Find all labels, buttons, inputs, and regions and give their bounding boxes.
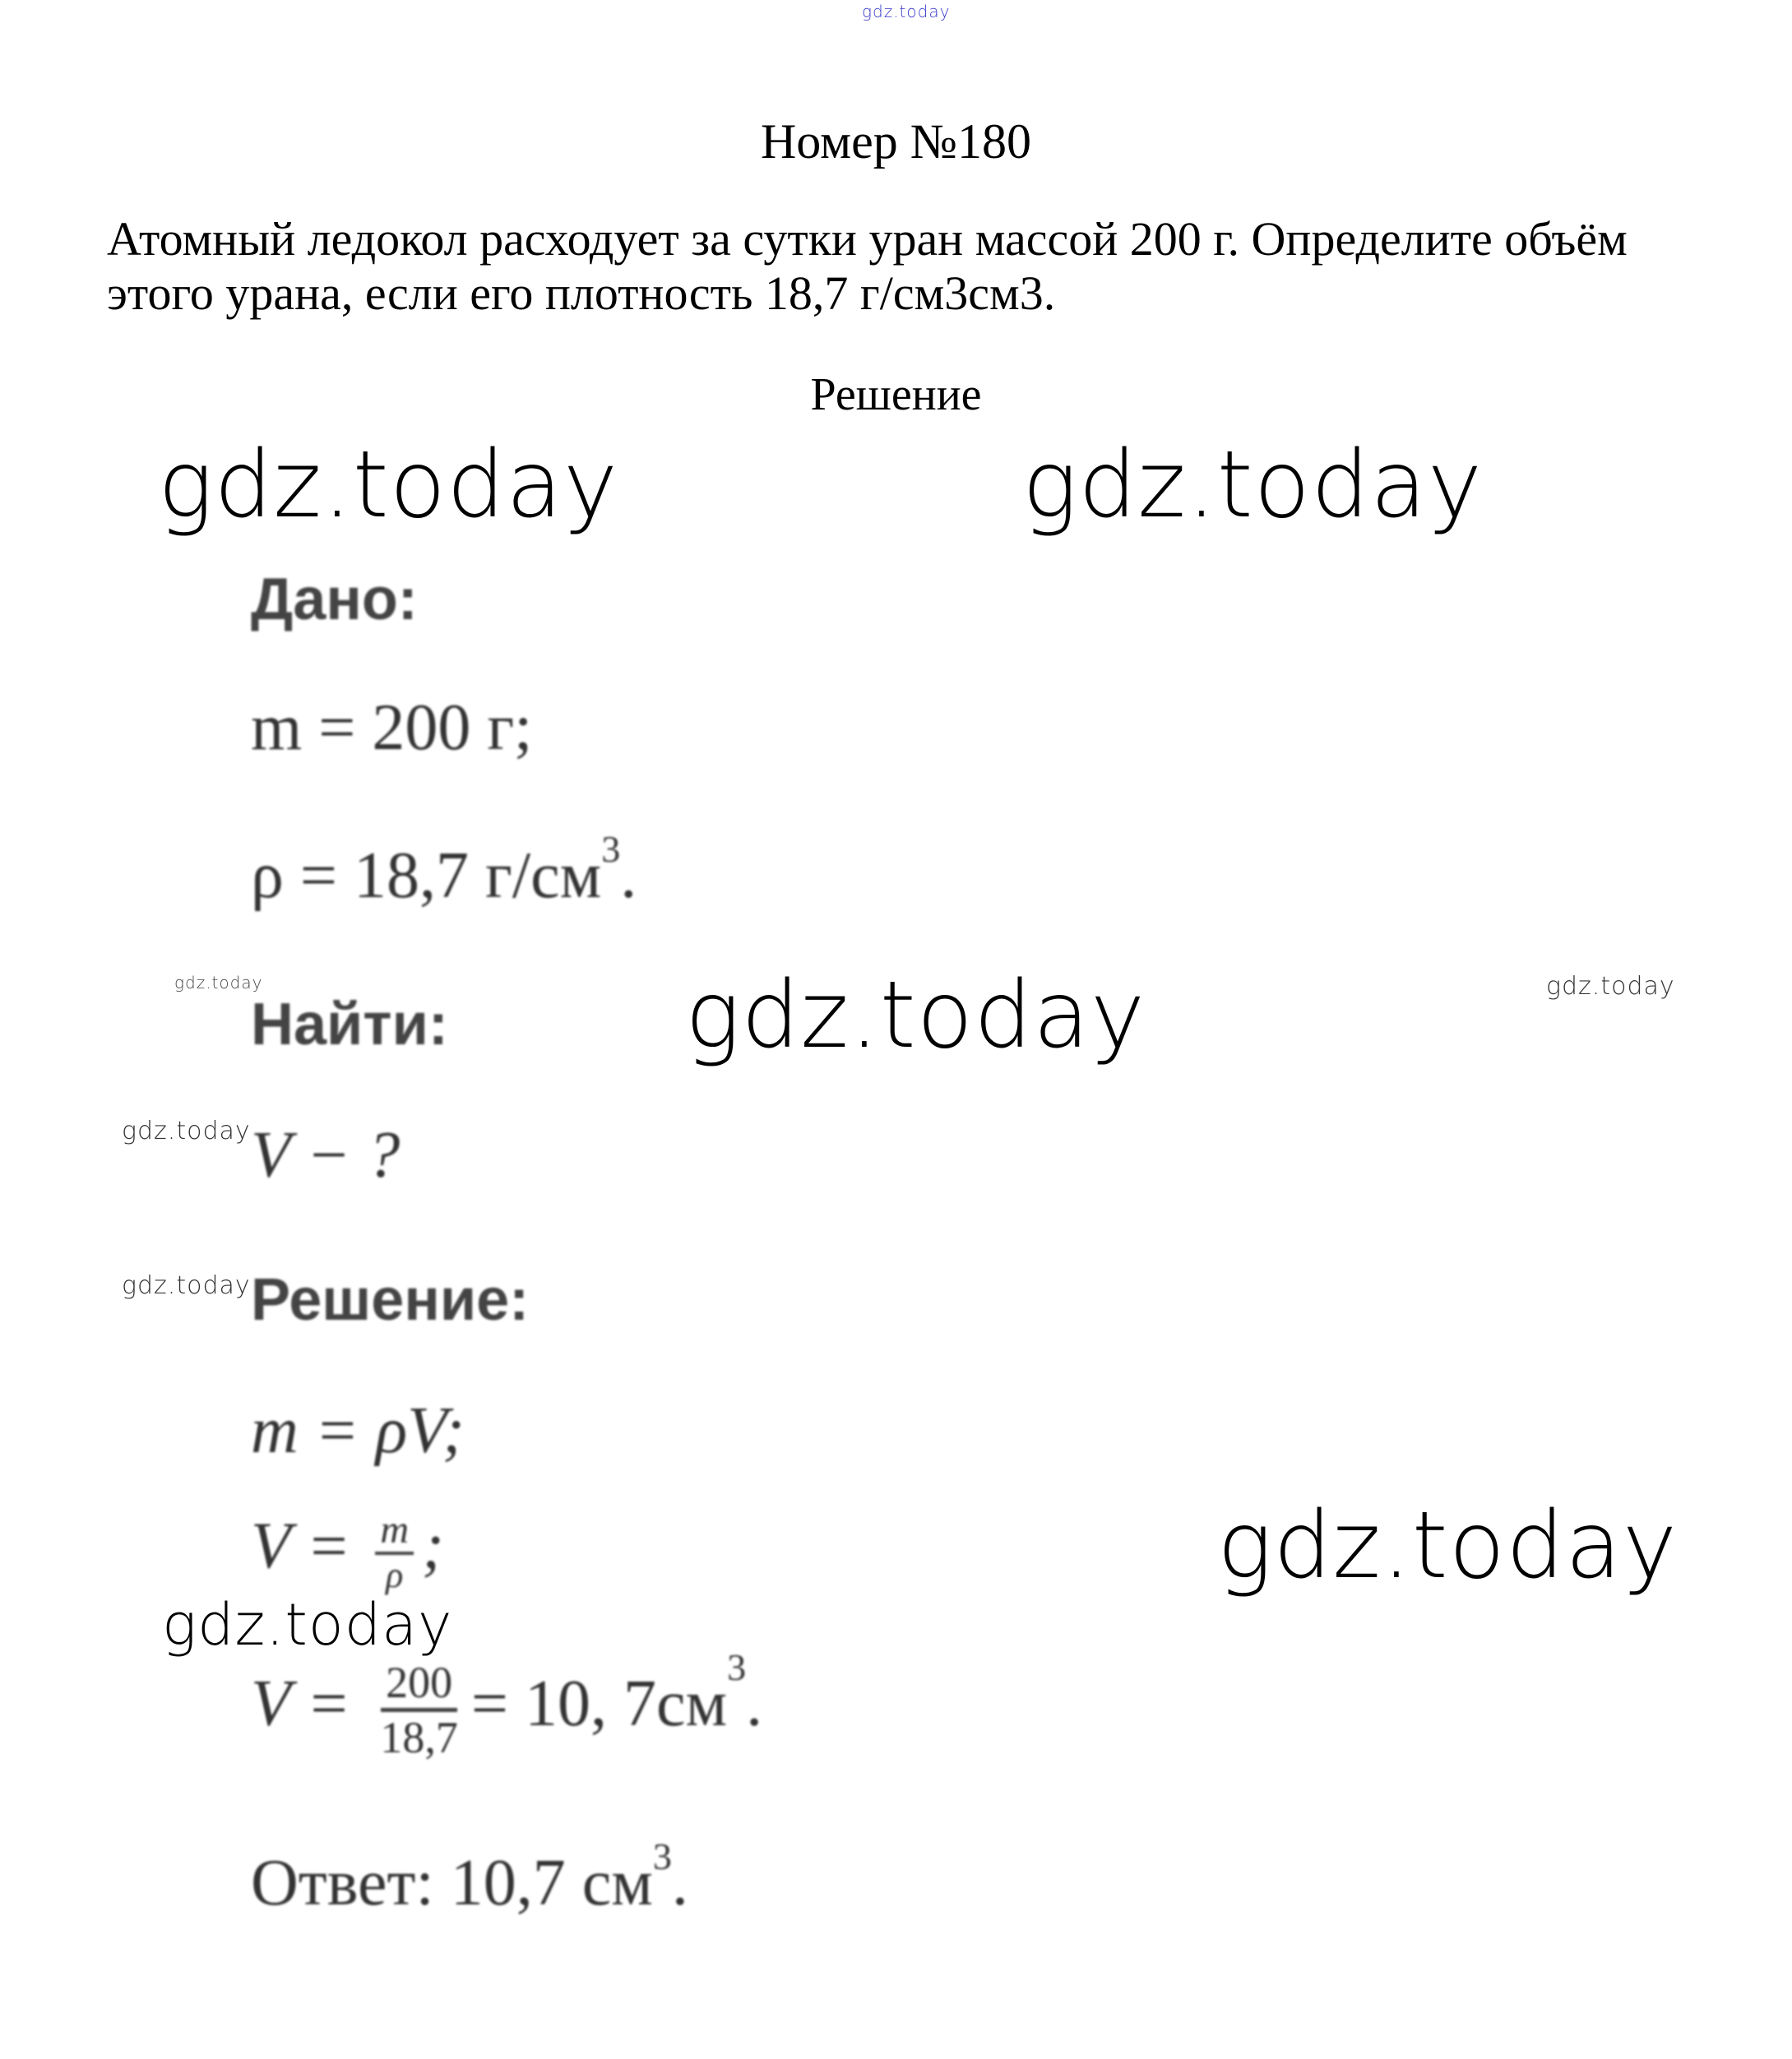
- watermark: gdz.today: [122, 1117, 251, 1145]
- watermark: gdz.today: [1022, 432, 1484, 539]
- solution-heading: Решение: [810, 369, 982, 420]
- watermark: gdz.today: [158, 432, 619, 539]
- given-density-end: .: [620, 840, 637, 912]
- formula-calc: [251, 1646, 763, 1763]
- watermark: gdz.today: [1217, 1492, 1679, 1599]
- watermark: gdz.today: [122, 1271, 251, 1300]
- formula-volume-end: ;: [422, 1510, 444, 1583]
- watermark-top: gdz.today: [862, 2, 951, 21]
- fraction-denominator: 18,7: [380, 1713, 458, 1762]
- formula-volume-fraction: [375, 1509, 414, 1596]
- answer-end: .: [671, 1847, 688, 1919]
- given-density-value: ρ = 18,7 г/см: [251, 840, 602, 912]
- watermark: gdz.today: [685, 962, 1146, 1069]
- given-density-exponent: 3: [601, 828, 621, 870]
- answer: [251, 1835, 688, 1921]
- fraction-numerator: 200: [381, 1657, 457, 1712]
- formula-calc-exponent: 3: [727, 1646, 747, 1688]
- formula-mass: m = ρV;: [251, 1395, 465, 1467]
- fraction-numerator: m: [375, 1509, 414, 1555]
- formula-calc-result: = 10, 7см: [470, 1667, 728, 1740]
- watermark: gdz.today: [174, 973, 263, 992]
- formula-volume: [251, 1509, 444, 1596]
- answer-exponent: 3: [652, 1835, 672, 1877]
- solution-label: Решение:: [251, 1267, 530, 1333]
- formula-calc-end: .: [746, 1667, 763, 1740]
- page-title: Номер №180: [760, 114, 1032, 169]
- given-label: Дано:: [251, 567, 418, 632]
- formula-calc-fraction: [375, 1657, 463, 1763]
- answer-value: Ответ: 10,7 см: [251, 1847, 653, 1919]
- watermark: gdz.today: [1546, 972, 1675, 1001]
- formula-volume-lhs: V =: [251, 1510, 351, 1583]
- watermark: gdz.today: [162, 1591, 453, 1659]
- given-mass: m = 200 г;: [251, 692, 533, 764]
- find-value: V − ?: [251, 1119, 401, 1191]
- find-label: Найти:: [251, 992, 448, 1057]
- fraction-denominator: ρ: [386, 1555, 404, 1595]
- formula-calc-lhs: V =: [251, 1667, 351, 1740]
- problem-text: Атомный ледокол расходует за сутки уран массой 200 г. Определите объём этого урана, если его плотность 18,7 г/см3см3.: [107, 212, 1628, 320]
- given-density: [251, 828, 637, 914]
